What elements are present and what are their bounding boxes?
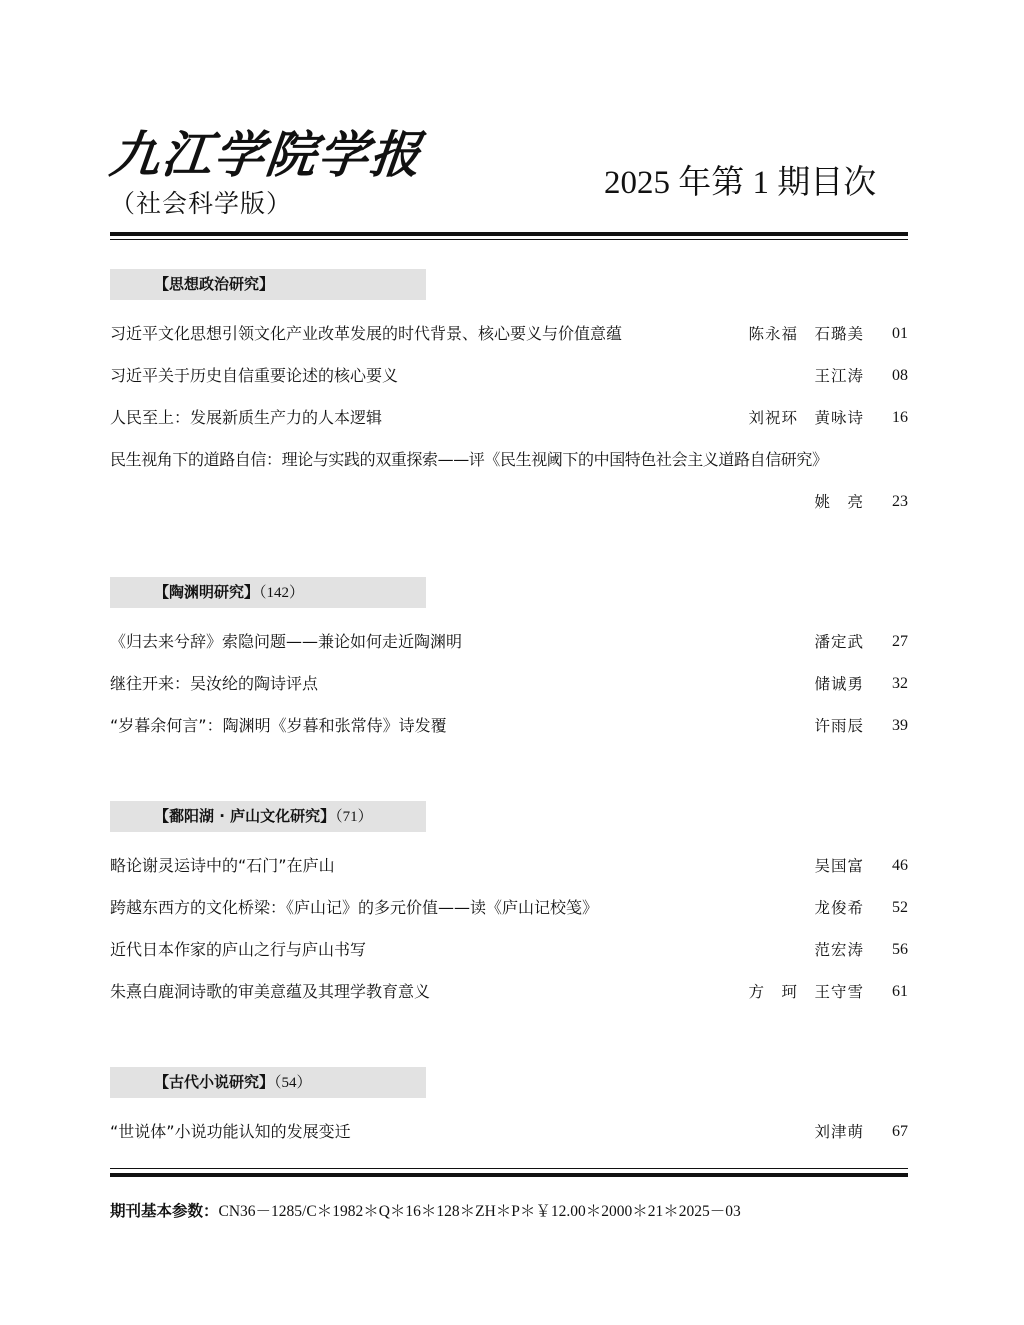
toc-entry-page: 08: [892, 367, 908, 384]
toc-entry-page: 52: [892, 899, 908, 916]
journal-parameters-value: CN36－1285/C＊1982＊Q＊16＊128＊ZH＊P＊￥12.00＊2000＊21＊2025－03: [218, 1203, 741, 1220]
header-rule-thin: [110, 239, 908, 240]
toc-entry-author: 陈永福: [748, 325, 798, 343]
toc-entry-title: 朱熹白鹿洞诗歌的审美意蕴及其理学教育意义: [110, 982, 431, 1001]
toc-entry-title: 习近平关于历史自信重要论述的核心要义: [110, 366, 399, 385]
toc-entry-title: “世说体”小说功能认知的发展变迁: [110, 1122, 351, 1141]
toc-entry[interactable]: [110, 671, 908, 697]
toc-entry[interactable]: [110, 895, 908, 921]
toc-entry-title: 略论谢灵运诗中的“石门”在庐山: [110, 856, 335, 875]
toc-entry-title: 民生视角下的道路自信：理论与实践的双重探索——评《民生视阈下的中国特色社会主义道路自信研究》: [110, 450, 828, 469]
toc-entry-author: 王江涛: [814, 367, 864, 385]
toc-entry-title: 《归去来兮辞》索隐问题——兼论如何走近陶渊明: [110, 632, 463, 651]
toc-entry[interactable]: [110, 629, 908, 655]
toc-entry-page: 39: [892, 717, 908, 734]
footer-rule-thick: [110, 1173, 908, 1177]
section-label-text: 【思想政治研究】: [154, 275, 275, 293]
toc-entry-author: 石璐美: [814, 325, 864, 343]
journal-subtitle: （社会科学版）: [110, 189, 293, 218]
section-label-tao-yuanming: [110, 577, 426, 608]
toc-entry-title: 习近平文化思想引领文化产业改革发展的时代背景、核心要义与价值意蕴: [110, 324, 623, 343]
toc-entry[interactable]: [110, 937, 908, 963]
toc-entry-author: 龙俊希: [814, 899, 864, 917]
toc-entry-author: 姚 亮: [814, 493, 864, 511]
toc-entry-author: 刘津萌: [814, 1123, 864, 1141]
journal-parameters: [110, 1198, 741, 1225]
toc-entry-page: 46: [892, 857, 908, 874]
journal-parameters-label: 期刊基本参数：: [110, 1202, 219, 1220]
section-count: （54）: [274, 1075, 312, 1091]
toc-entry[interactable]: [110, 405, 908, 431]
toc-entry-title: 近代日本作家的庐山之行与庐山书写: [110, 940, 367, 959]
toc-entry-title: 人民至上：发展新质生产力的人本逻辑: [110, 408, 383, 427]
toc-entry[interactable]: [110, 979, 908, 1005]
toc-entry-page: 32: [892, 675, 908, 692]
footer-rule-thin: [110, 1168, 908, 1169]
section-label-text: 【古代小说研究】: [154, 1073, 275, 1091]
toc-entry[interactable]: [110, 363, 908, 389]
toc-entry-page: 16: [892, 409, 908, 426]
toc-entry-author: 黄咏诗: [814, 409, 864, 427]
toc-entry-page: 23: [892, 493, 908, 510]
toc-entry[interactable]: [110, 853, 908, 879]
section-count: （71）: [335, 809, 373, 825]
toc-entry-page: 67: [892, 1123, 908, 1140]
toc-entry[interactable]: [110, 321, 908, 347]
toc-entry-author: 方 珂: [748, 983, 798, 1001]
toc-entry-author: 范宏涛: [814, 941, 864, 959]
toc-entry-author: 吴国富: [814, 857, 864, 875]
toc-entry[interactable]: [110, 447, 908, 473]
toc-entry-title: “岁暮余何言”：陶渊明《岁暮和张常侍》诗发覆: [110, 716, 447, 735]
toc-entry-page: 27: [892, 633, 908, 650]
toc-entry-title: 跨越东西方的文化桥梁：《庐山记》的多元价值——读《庐山记校笺》: [110, 898, 599, 917]
journal-title: 九江学院学报: [106, 125, 426, 184]
toc-entry-author: 潘定武: [814, 633, 864, 651]
toc-entry-author: 许雨辰: [814, 717, 864, 735]
toc-entry-continued[interactable]: [110, 489, 908, 515]
section-label-ancient-fiction: [110, 1067, 426, 1098]
header-rule-thick: [110, 232, 908, 236]
section-label-ideology: [110, 269, 426, 300]
toc-entry-title: 继往开来：吴汝纶的陶诗评点: [110, 674, 319, 693]
toc-entry-author: 储诚勇: [814, 675, 864, 693]
toc-entry-author: 刘祝环: [748, 409, 798, 427]
issue-title: 2025 年第 1 期目次: [604, 165, 877, 201]
toc-entry[interactable]: [110, 1119, 908, 1145]
section-count: （142）: [259, 585, 305, 601]
toc-entry[interactable]: [110, 713, 908, 739]
section-label-poyang-lushan: [110, 801, 426, 832]
toc-entry-page: 61: [892, 983, 908, 1000]
section-label-text: 【鄱阳湖 · 庐山文化研究】: [154, 807, 336, 825]
toc-entry-page: 01: [892, 325, 908, 342]
toc-entry-author: 王守雪: [814, 983, 864, 1001]
toc-entry-page: 56: [892, 941, 908, 958]
section-label-text: 【陶渊明研究】: [154, 583, 260, 601]
